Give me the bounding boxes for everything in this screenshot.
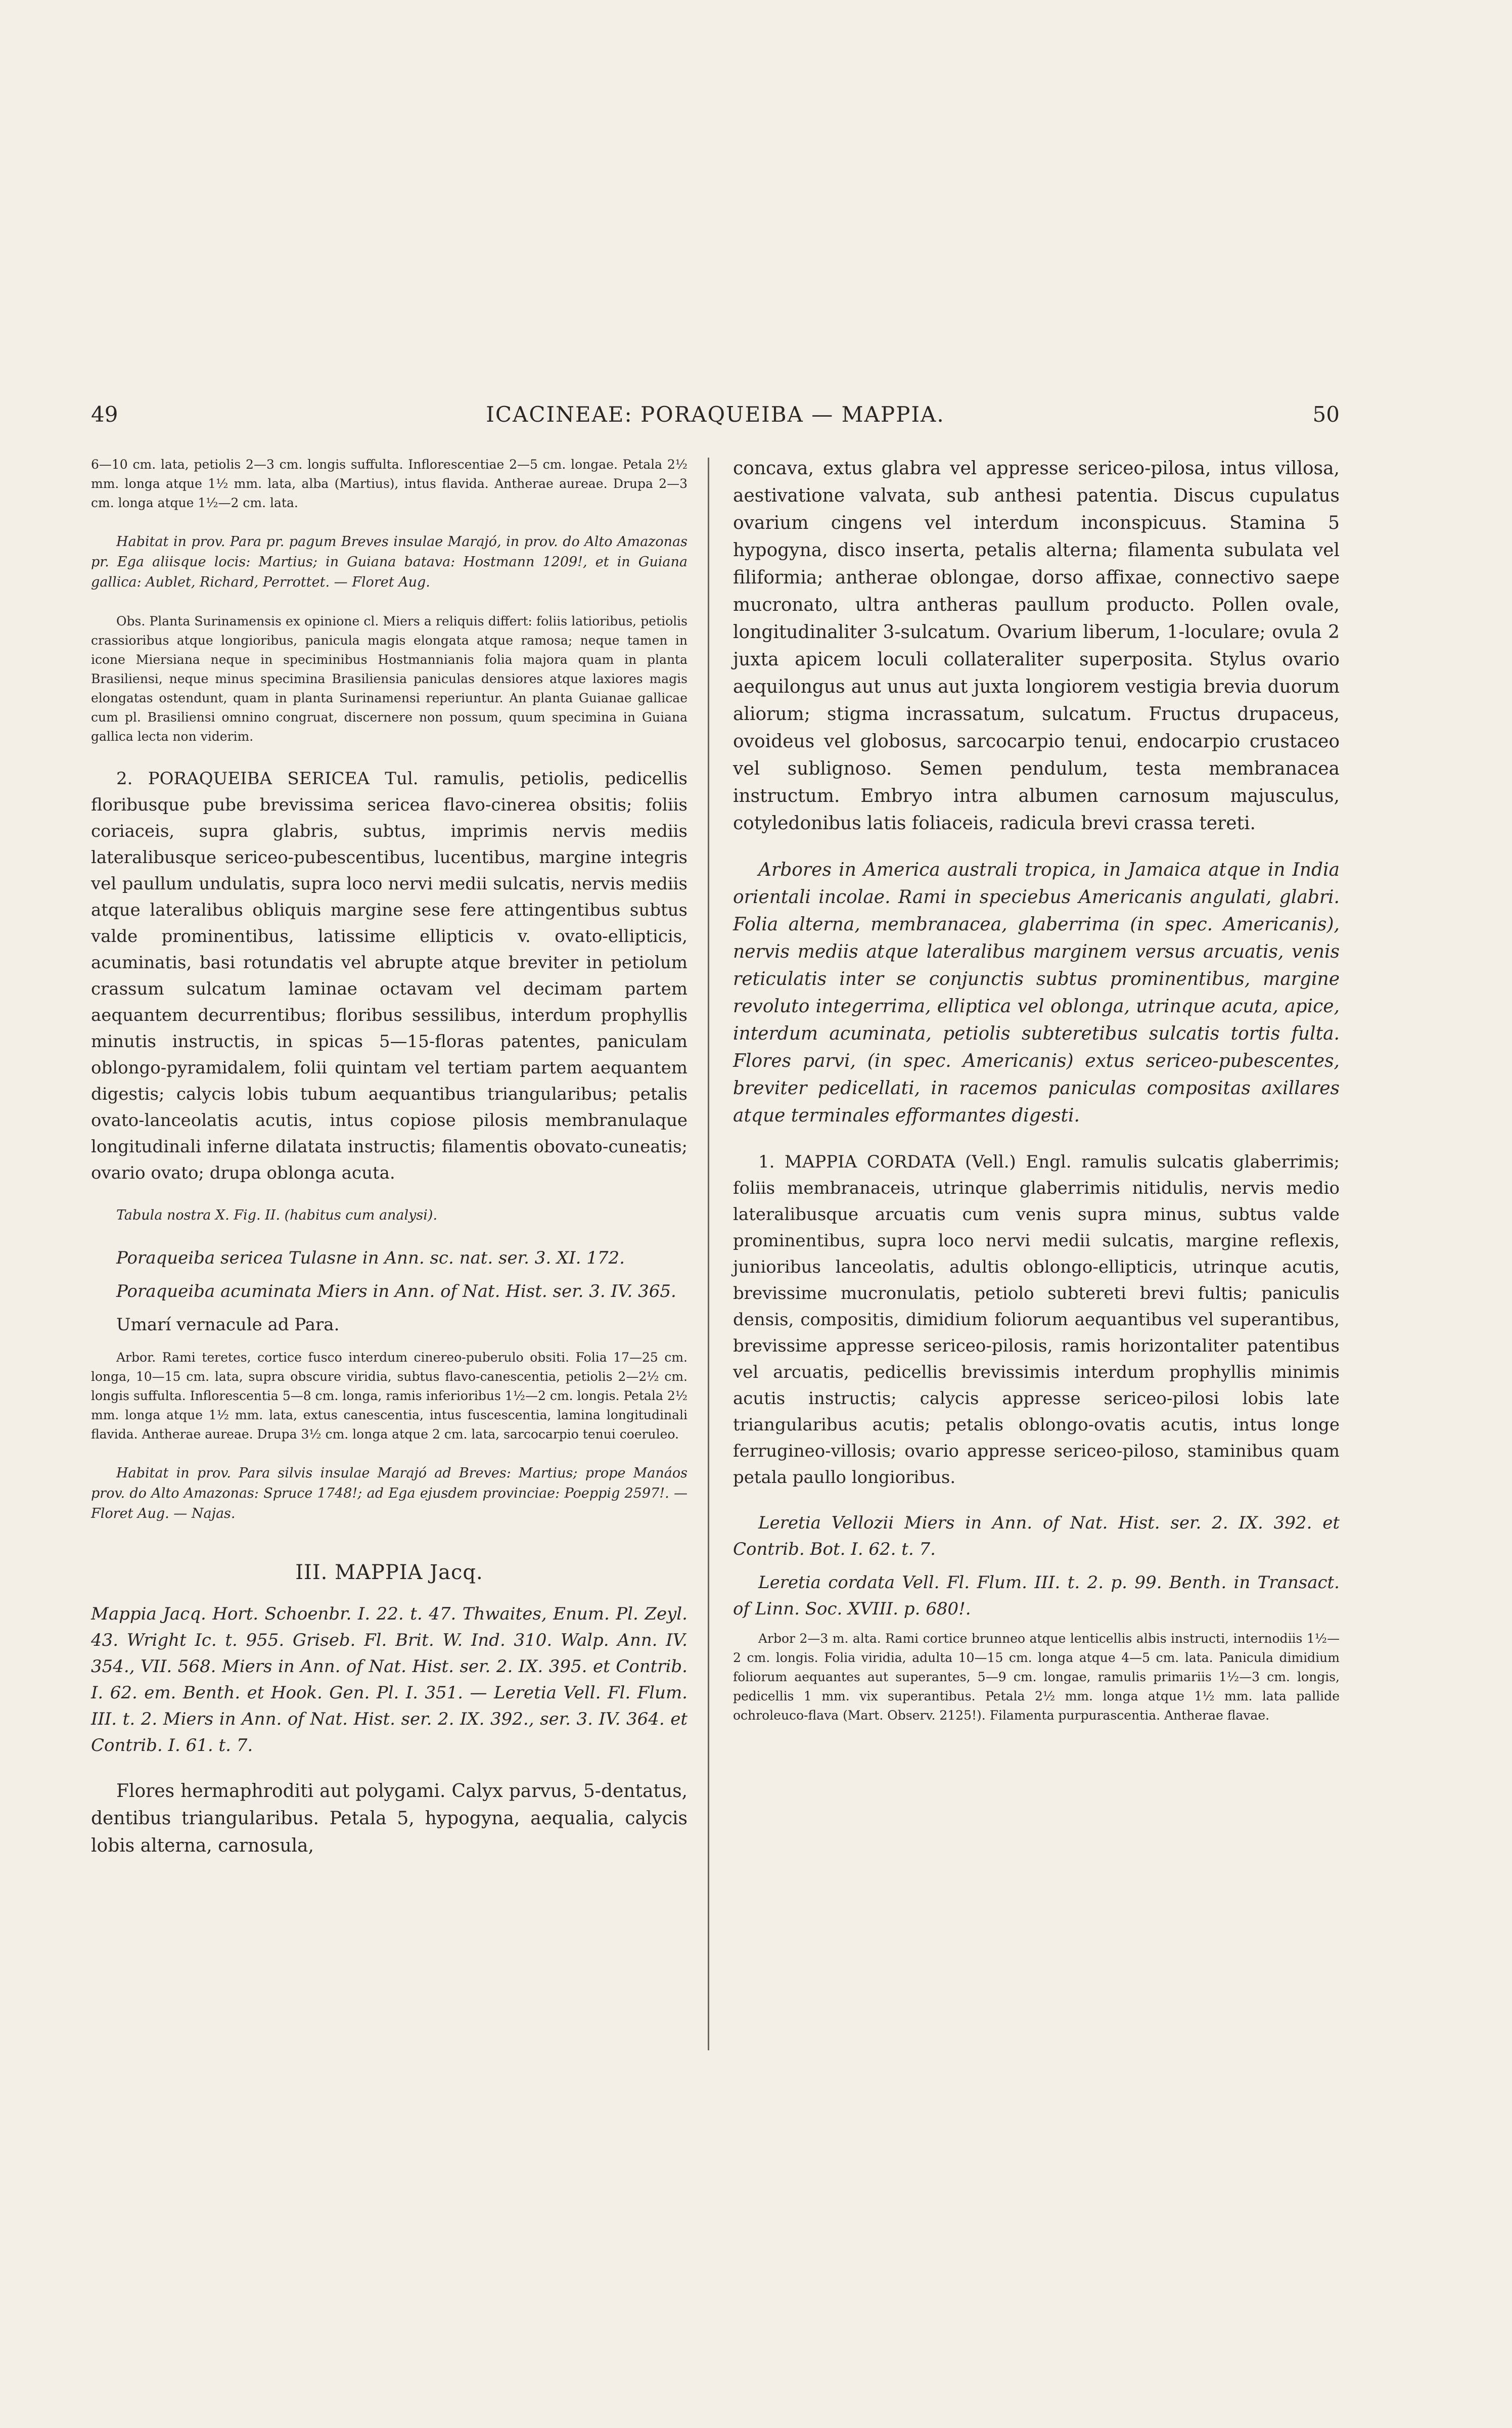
genus-description-start: Flores hermaphroditi aut polygami. Calyx parvus, 5-dentatus, dentibus triangularibus. Petala 5, hypogyna, aequalia, calycis lobis alterna, carnosula,	[91, 1781, 688, 1856]
column-divider	[708, 458, 709, 2050]
synonym-line: Leretia cordata Vell. Fl. Flum. III. t. 2. p. 99. Benth. in Transact. of Linn. Soc. XVIII. p. 680!.	[733, 1572, 1340, 1619]
description-continuation: 6—10 cm. lata, petiolis 2—3 cm. longis suffulta. Inflorescentiae 2—5 cm. longae. Petala 2½ mm. longa atque 1½ mm. lata, alba (Martius), intus flavida. Antherae aureae. Drupa 2—3 cm. longa atque 1½—2 cm. lata.	[91, 457, 688, 510]
genus-references: Mappia Jacq. Hort. Schoenbr. I. 22. t. 47. Thwaites, Enum. Pl. Zeyl. 43. Wright Ic. t. 955. Griseb. Fl. Brit. W. Ind. 310. Walp. Ann. IV. 354., VII. 568. Miers in Ann. of Nat. Hist. ser. 2. IX. 395. et Contrib. I. 62. em. Benth. et Hook. Gen. Pl. I. 351. — Leretia Vell. Fl. Flum. III. t. 2. Miers in Ann. of Nat. Hist. ser. 2. IX. 392., ser. 3. IV. 364. et Contrib. I. 61. t. 7.	[91, 1604, 688, 1756]
genus-description-continued: concava, extus glabra vel appresse sericeo-pilosa, intus villosa, aestivatione valvata, sub anthesi patentia. Discus cupulatus ovarium cingens vel interdum inconspicuus. Stamina 5 hypogyna, disco inserta, petalis alterna; filamenta subulata vel filiformia; antherae oblongae, dorso affixae, connectivo saepe mucronato, ultra antheras paullum producto. Pollen ovale, longitudinaliter 3-sulcatum. Ovarium liberum, 1-loculare; ovula 2 juxta apicem loculi collateraliter superposita. Stylus ovario aequilongus aut unus aut juxta longiorem vestigia brevia duorum aliorum; stigma incrassatum, sulcatum. Fructus drupaceus, ovoideus vel globosus, sarcocarpio tenui, endocarpio crustaceo vel sublignoso. Semen pendulum, testa membranacea instructum. Embryo intra albumen carnosum majusculus, cotyledonibus latis foliaceis, radicula brevi crassa tereti.	[733, 458, 1340, 834]
running-title: ICACINEAE: PORAQUEIBA — MAPPIA.	[486, 402, 945, 427]
vernacular-name: Umarí vernacule ad Para.	[116, 1315, 340, 1335]
page-number-right: 50	[1312, 402, 1340, 427]
habitat-paragraph: Habitat in prov. Para pr. pagum Breves insulae Marajó, in prov. do Alto Amazonas pr. Ega aliisque locis: Martius; in Guiana batava: Hostmann 1209!, et in Guiana gallica: Aublet, Richard, Perrottet. — Floret Aug.	[91, 534, 688, 590]
genus-habit-paragraph: Arbores in America australi tropica, in Jamaica atque in India orientali incolae. Rami in speciebus Americanis angulati, glabri. Folia alterna, membranacea, glaberrima (in spec. Americanis), nervis mediis atque lateralibus marginem versus arcuatis, venis reticulatis inter se conjunctis subtus prominentibus, margine revoluto integerrima, elliptica vel oblonga, utrinque acuta, apice, interdum acuminata, petiolis subteretibus sulcatis tortis fulta. Flores parvi, (in spec. Americanis) extus sericeo-pubescentes, breviter pedicellati, in racemos paniculas compositas axillares atque terminales efformantes digesti.	[733, 860, 1340, 1126]
genus-heading: III. MAPPIA Jacq.	[295, 1561, 483, 1584]
synonym-line: Poraqueiba acuminata Miers in Ann. of Nat. Hist. ser. 3. IV. 365.	[116, 1281, 676, 1301]
synonymy-block	[733, 1510, 1340, 1622]
right-column	[733, 455, 1340, 1744]
species-description-cordata: 1. MAPPIA CORDATA (Vell.) Engl. ramulis sulcatis glaberrimis; foliis membranaceis, utrinque glaberrimis nitidulis, nervis medio lateralibusque arcuatis cum venis supra minus, subtus valde prominentibus, supra loco nervi medii sulcatis, margine reflexis, junioribus lanceolatis, adultis oblongo-ellipticis, utrinque acutis, brevissime mucronulatis, petiolo subtereti brevi fultis; paniculis densis, compositis, dimidium foliorum aequantibus vel superantibus, brevissime appresse sericeo-pilosis, ramis horizontaliter patentibus vel arcuatis, pedicellis brevissimis interdum prophyllis minimis acutis instructis; calycis appresse sericeo-pilosi lobis late triangularibus acutis; petalis oblongo-ovatis acutis, intus longe ferrugineo-villosis; ovario appresse sericeo-piloso, staminibus quam petala paullo longioribus.	[733, 1152, 1340, 1488]
species-description-sericea: 2. PORAQUEIBA SERICEA Tul. ramulis, petiolis, pedicellis floribusque pube brevissima sericea flavo-cinerea obsitis; foliis coriaceis, supra glabris, subtus, imprimis nervis mediis lateralibusque sericeo-pubescentibus, lucentibus, margine integris vel paullum undulatis, supra loco nervi medii sulcatis, nervis mediis atque lateralibus obliquis margine sese fere attingentibus subtus valde prominentibus, latissime ellipticis v. ovato-ellipticis, acuminatis, basi rotundatis vel abrupte atque breviter in petiolum crassum sulcatum laminae octavam vel decimam partem aequantem decurrentibus; floribus sessilibus, interdum prophyllis minutis instructis, in spicas 5—15-floras patentes, paniculam oblongo-pyramidalem, folii quintam vel tertiam partem aequantem digestis; calycis lobis tubum aequantibus triangularibus; petalis ovato-lanceolatis acutis, intus copiose pilosis membranulaque longitudinali inferne dilatata instructis; filamentis obovato-cuneatis; ovario ovato; drupa oblonga acuta.	[91, 769, 688, 1183]
morphology-paragraph: Arbor 2—3 m. alta. Rami cortice brunneo atque lenticellis albis instructi, internodiis 1½—2 cm. longis. Folia viridia, adulta 10—15 cm. longa atque 4—5 cm. lata. Panicula dimidium foliorum aequantes aut superantes, 5—9 cm. longae, ramulis primariis 1½—3 cm. longis, pedicellis 1 mm. vix superantibus. Petala 2½ mm. longa atque 1½ mm. lata pallide ochroleuco-flava (Mart. Observ. 2125!). Filamenta purpurascentia. Antherae flavae.	[733, 1631, 1340, 1723]
synonym-line: Poraqueiba sericea Tulasne in Ann. sc. nat. ser. 3. XI. 172.	[116, 1248, 625, 1268]
habitat-paragraph: Habitat in prov. Para silvis insulae Marajó ad Breves: Martius; prope Manáos prov. do Alto Amazonas: Spruce 1748!; ad Ega ejusdem provinciae: Poeppig 2597!. — Floret Aug. — Najas.	[91, 1465, 688, 1521]
synonym-line: Leretia Vellozii Miers in Ann. of Nat. Hist. ser. 2. IX. 392. et Contrib. Bot. I. 62. t. 7.	[733, 1513, 1340, 1559]
running-header	[91, 402, 1340, 432]
page-number-left: 49	[91, 402, 118, 427]
observation-paragraph: Obs. Planta Surinamensis ex opinione cl. Miers a reliquis differt: foliis latioribus, petiolis crassioribus atque longioribus, panicula magis elongata atque ramosa; neque tamen in icone Miersiana neque in speciminibus Hostmannianis folia majora quam in planta Brasiliensi, neque minus specimina Brasiliensia paniculas densiores atque laxiores magis elongatas ostendunt, quam in planta Surinamensi reperiuntur. An planta Guianae gallicae cum pl. Brasiliensi omnino congruat, discernere non possum, quum specimina in Guiana gallica lecta non viderim.	[91, 614, 688, 744]
synonymy-block	[91, 1245, 688, 1305]
morphology-paragraph: Arbor. Rami teretes, cortice fusco interdum cinereo-puberulo obsiti. Folia 17—25 cm. longa, 10—15 cm. lata, supra obscure viridia, subtus flavo-canescentia, petiolis 2—2½ cm. longis suffulta. Inflorescentia 5—8 cm. longa, ramis inferioribus 1½—2 cm. longis. Petala 2½ mm. longa atque 1½ mm. lata, extus canescentia, intus fuscescentia, lamina longitudinali flavida. Antherae aureae. Drupa 3½ cm. longa atque 2 cm. lata, sarcocarpio tenui coeruleo.	[91, 1350, 688, 1442]
plate-reference: Tabula nostra X. Fig. II. (habitus cum analysi).	[116, 1207, 438, 1223]
left-column	[91, 455, 688, 1879]
